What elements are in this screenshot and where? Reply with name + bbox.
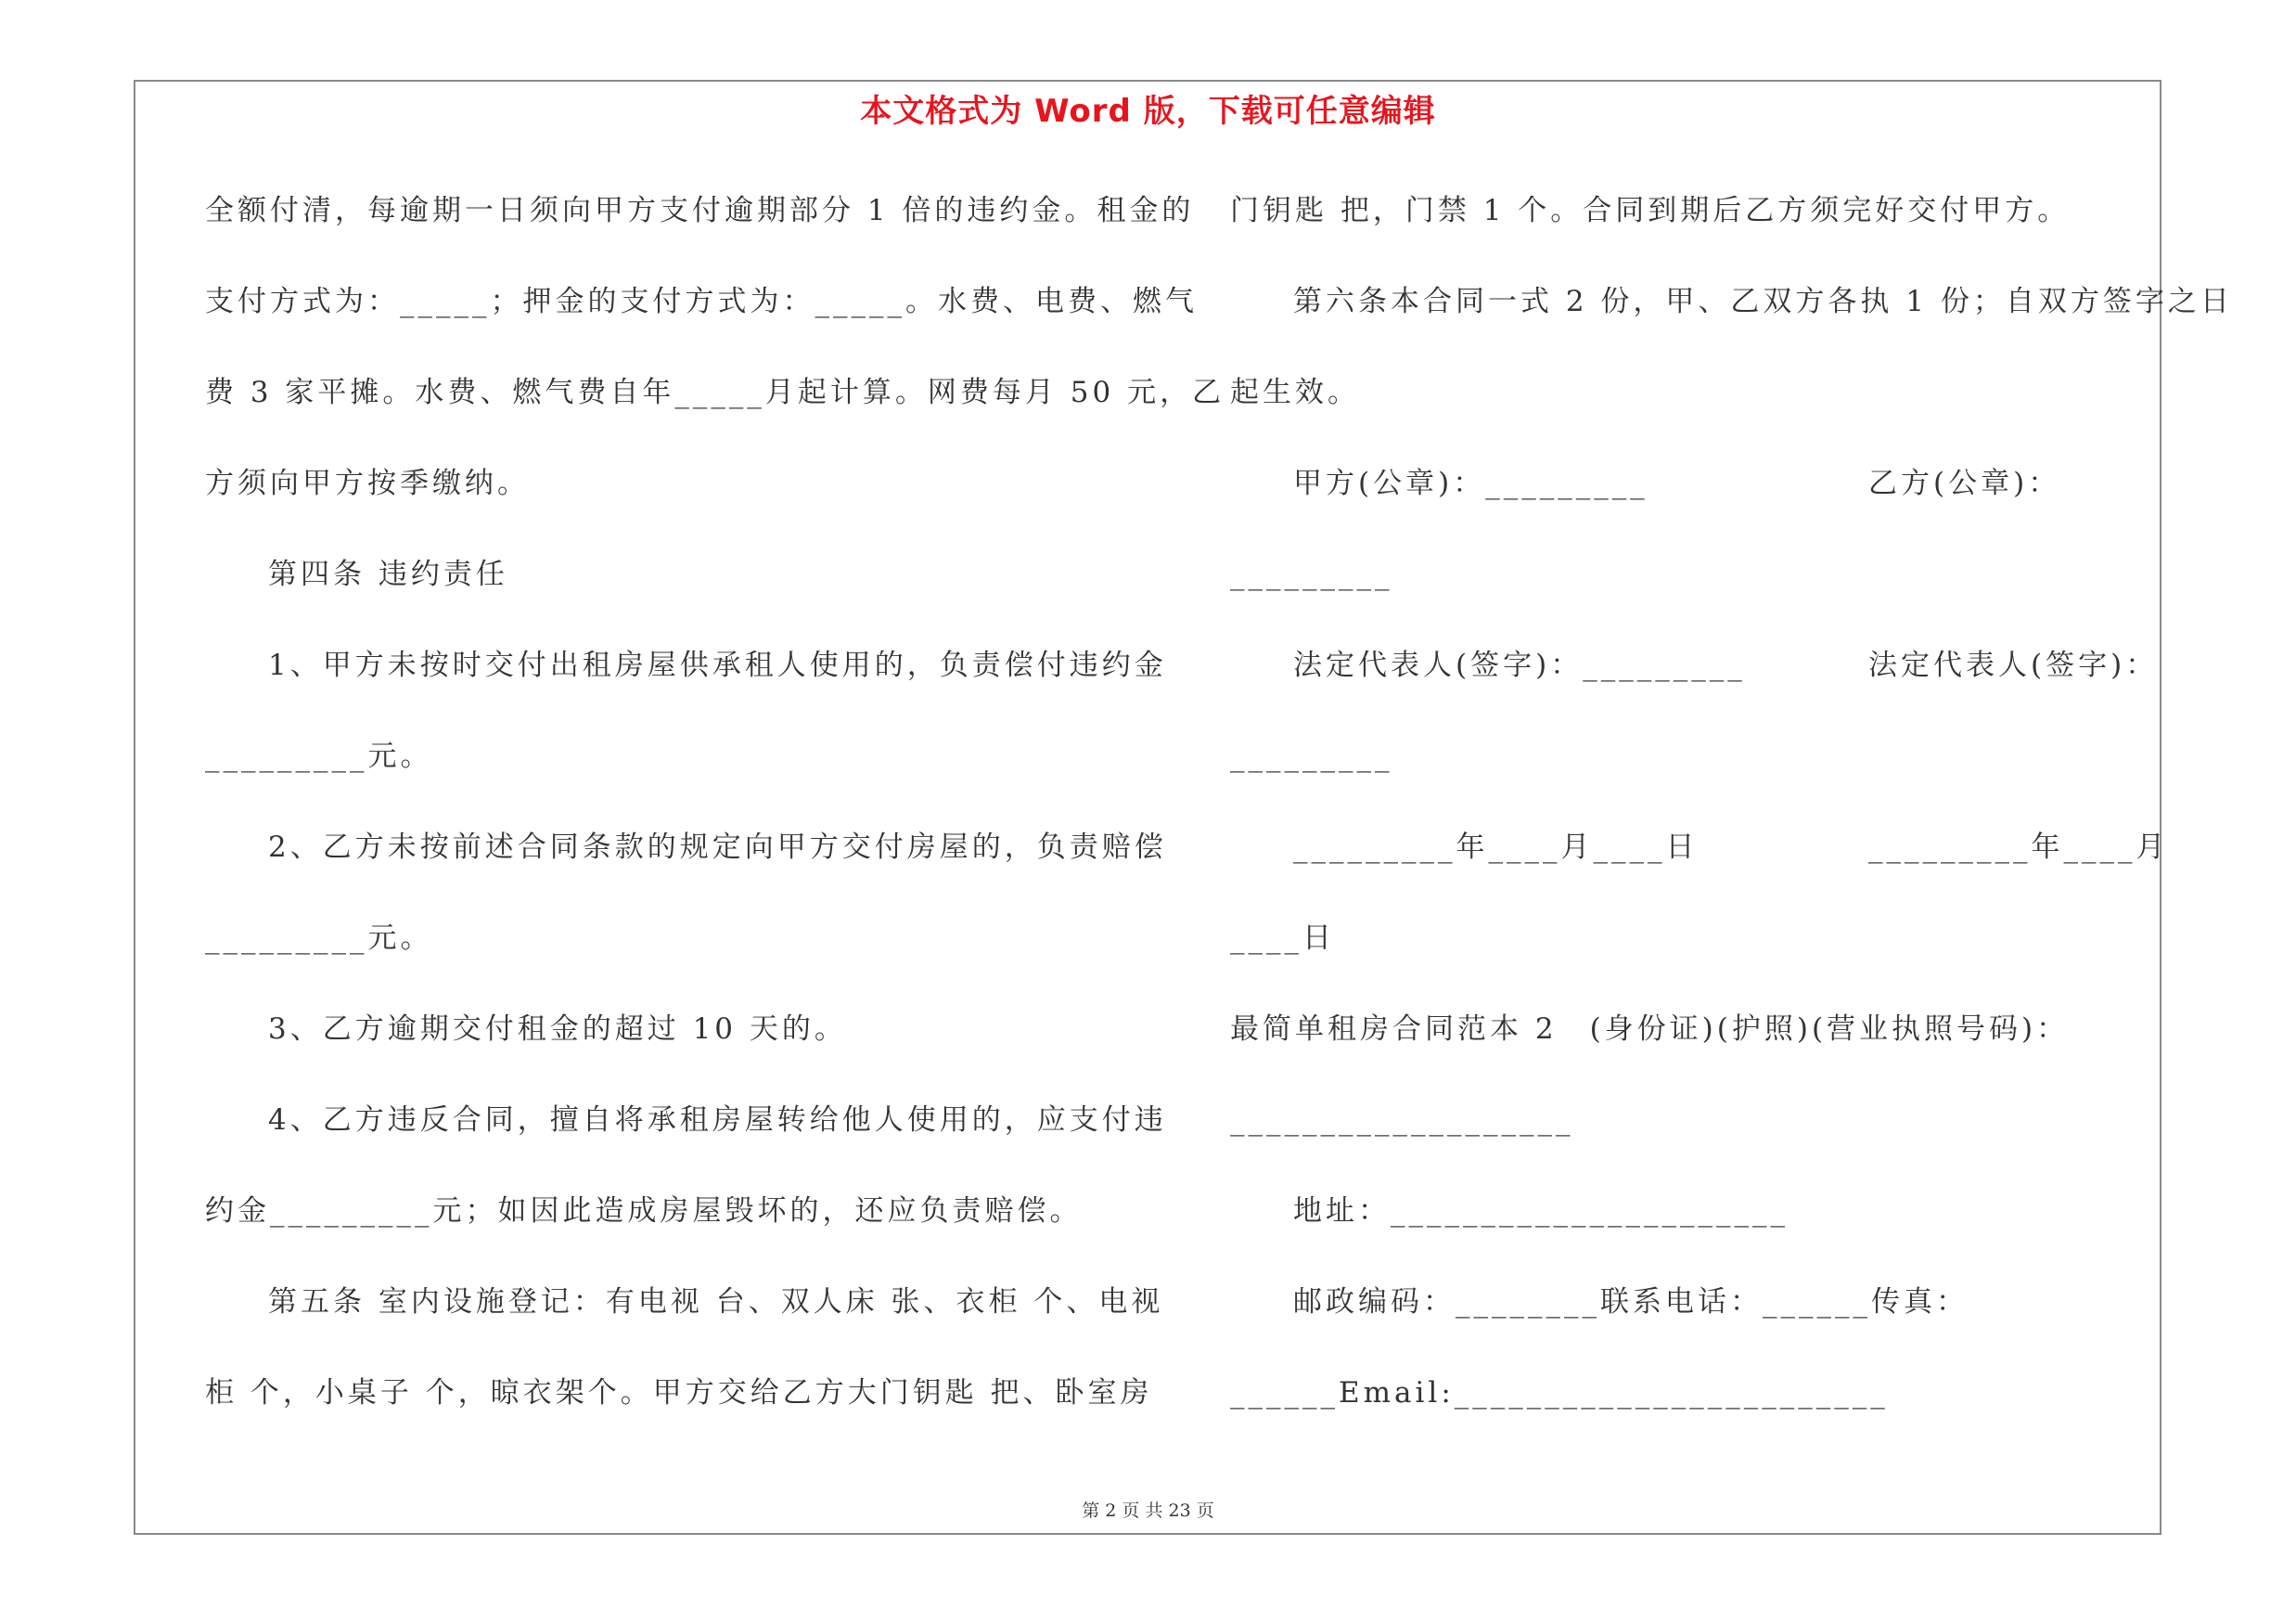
party-a-date: _________年____月____日 (1293, 831, 1699, 864)
paragraph-line: _________元。 (205, 921, 433, 955)
sample-title: 最简单租房合同范本 2 (身份证)(护照)(营业执照号码)： (1230, 1012, 2070, 1046)
representative-row (1230, 638, 2158, 728)
paragraph-line: _________元。 (205, 740, 433, 773)
paragraph-line: 4、乙方违反合同，擅自将承租房屋转给他人使用的，应支付违 (268, 1103, 1167, 1137)
paragraph-line: 第五条 室内设施登记：有电视 台、双人床 张、衣柜 个、电视 (268, 1285, 1164, 1319)
page-number: 第 2 页 共 23 页 (1082, 1501, 1214, 1521)
paragraph-line: 支付方式为：_____；押金的支付方式为：_____。水费、电费、燃气 (205, 285, 1198, 318)
paragraph-line: 3、乙方逾期交付租金的超过 10 天的。 (268, 1012, 847, 1046)
seal-row (1230, 456, 2158, 547)
representative-blank: _________ (1230, 740, 1393, 773)
paragraph-line: 门钥匙 把，门禁 1 个。合同到期后乙方须完好交付甲方。 (1230, 194, 2071, 227)
paragraph-line: 全额付清，每逾期一日须向甲方支付逾期部分 1 倍的违约金。租金的 (205, 194, 1195, 227)
postal-phone-fax-line: 邮政编码：________联系电话：______传真： (1293, 1285, 1969, 1319)
paragraph-line: 约金_________元；如因此造成房屋毁坏的，还应负责赔偿。 (205, 1194, 1083, 1228)
paragraph-line: 柜 个，小桌子 个，晾衣架个。甲方交给乙方大门钥匙 把、卧室房 (205, 1376, 1153, 1410)
paragraph-line: 费 3 家平摊。水费、燃气费自年_____月起计算。网费每月 50 元，乙 (205, 376, 1225, 409)
party-a-representative: 法定代表人(签字)：_________ (1293, 649, 1746, 682)
paragraph-line: 第六条本合同一式 2 份，甲、乙双方各执 1 份；自双方签字之日 (1293, 285, 2233, 318)
party-b-date: _________年____月 (1868, 831, 2169, 864)
paragraph-line: 1、甲方未按时交付出租房屋供承租人使用的，负责偿付违约金 (268, 649, 1167, 682)
paragraph-line: 起生效。 (1230, 376, 1360, 409)
left-column (205, 183, 1225, 1456)
id-number-blank: ___________________ (1230, 1103, 1574, 1137)
party-b-representative: 法定代表人(签字)： (1868, 649, 2159, 682)
right-column (1230, 183, 2233, 1456)
date-row (1230, 819, 2169, 910)
party-b-seal: 乙方(公章)： (1868, 467, 2061, 500)
paragraph-line: 方须向甲方按季缴纳。 (205, 467, 530, 500)
date-day: ____日 (1230, 921, 1335, 955)
seal-blank: _________ (1230, 558, 1393, 591)
address-line: 地址：______________________ (1293, 1194, 1789, 1228)
party-a-seal: 甲方(公章)：_________ (1293, 467, 1648, 500)
email-line: ______Email:________________________ (1230, 1376, 1889, 1410)
paragraph-line: 第四条 违约责任 (268, 558, 508, 591)
paragraph-line: 2、乙方未按前述合同条款的规定向甲方交付房屋的，负责赔偿 (268, 831, 1167, 864)
word-format-notice: 本文格式为 Word 版，下载可任意编辑 (860, 93, 1436, 130)
